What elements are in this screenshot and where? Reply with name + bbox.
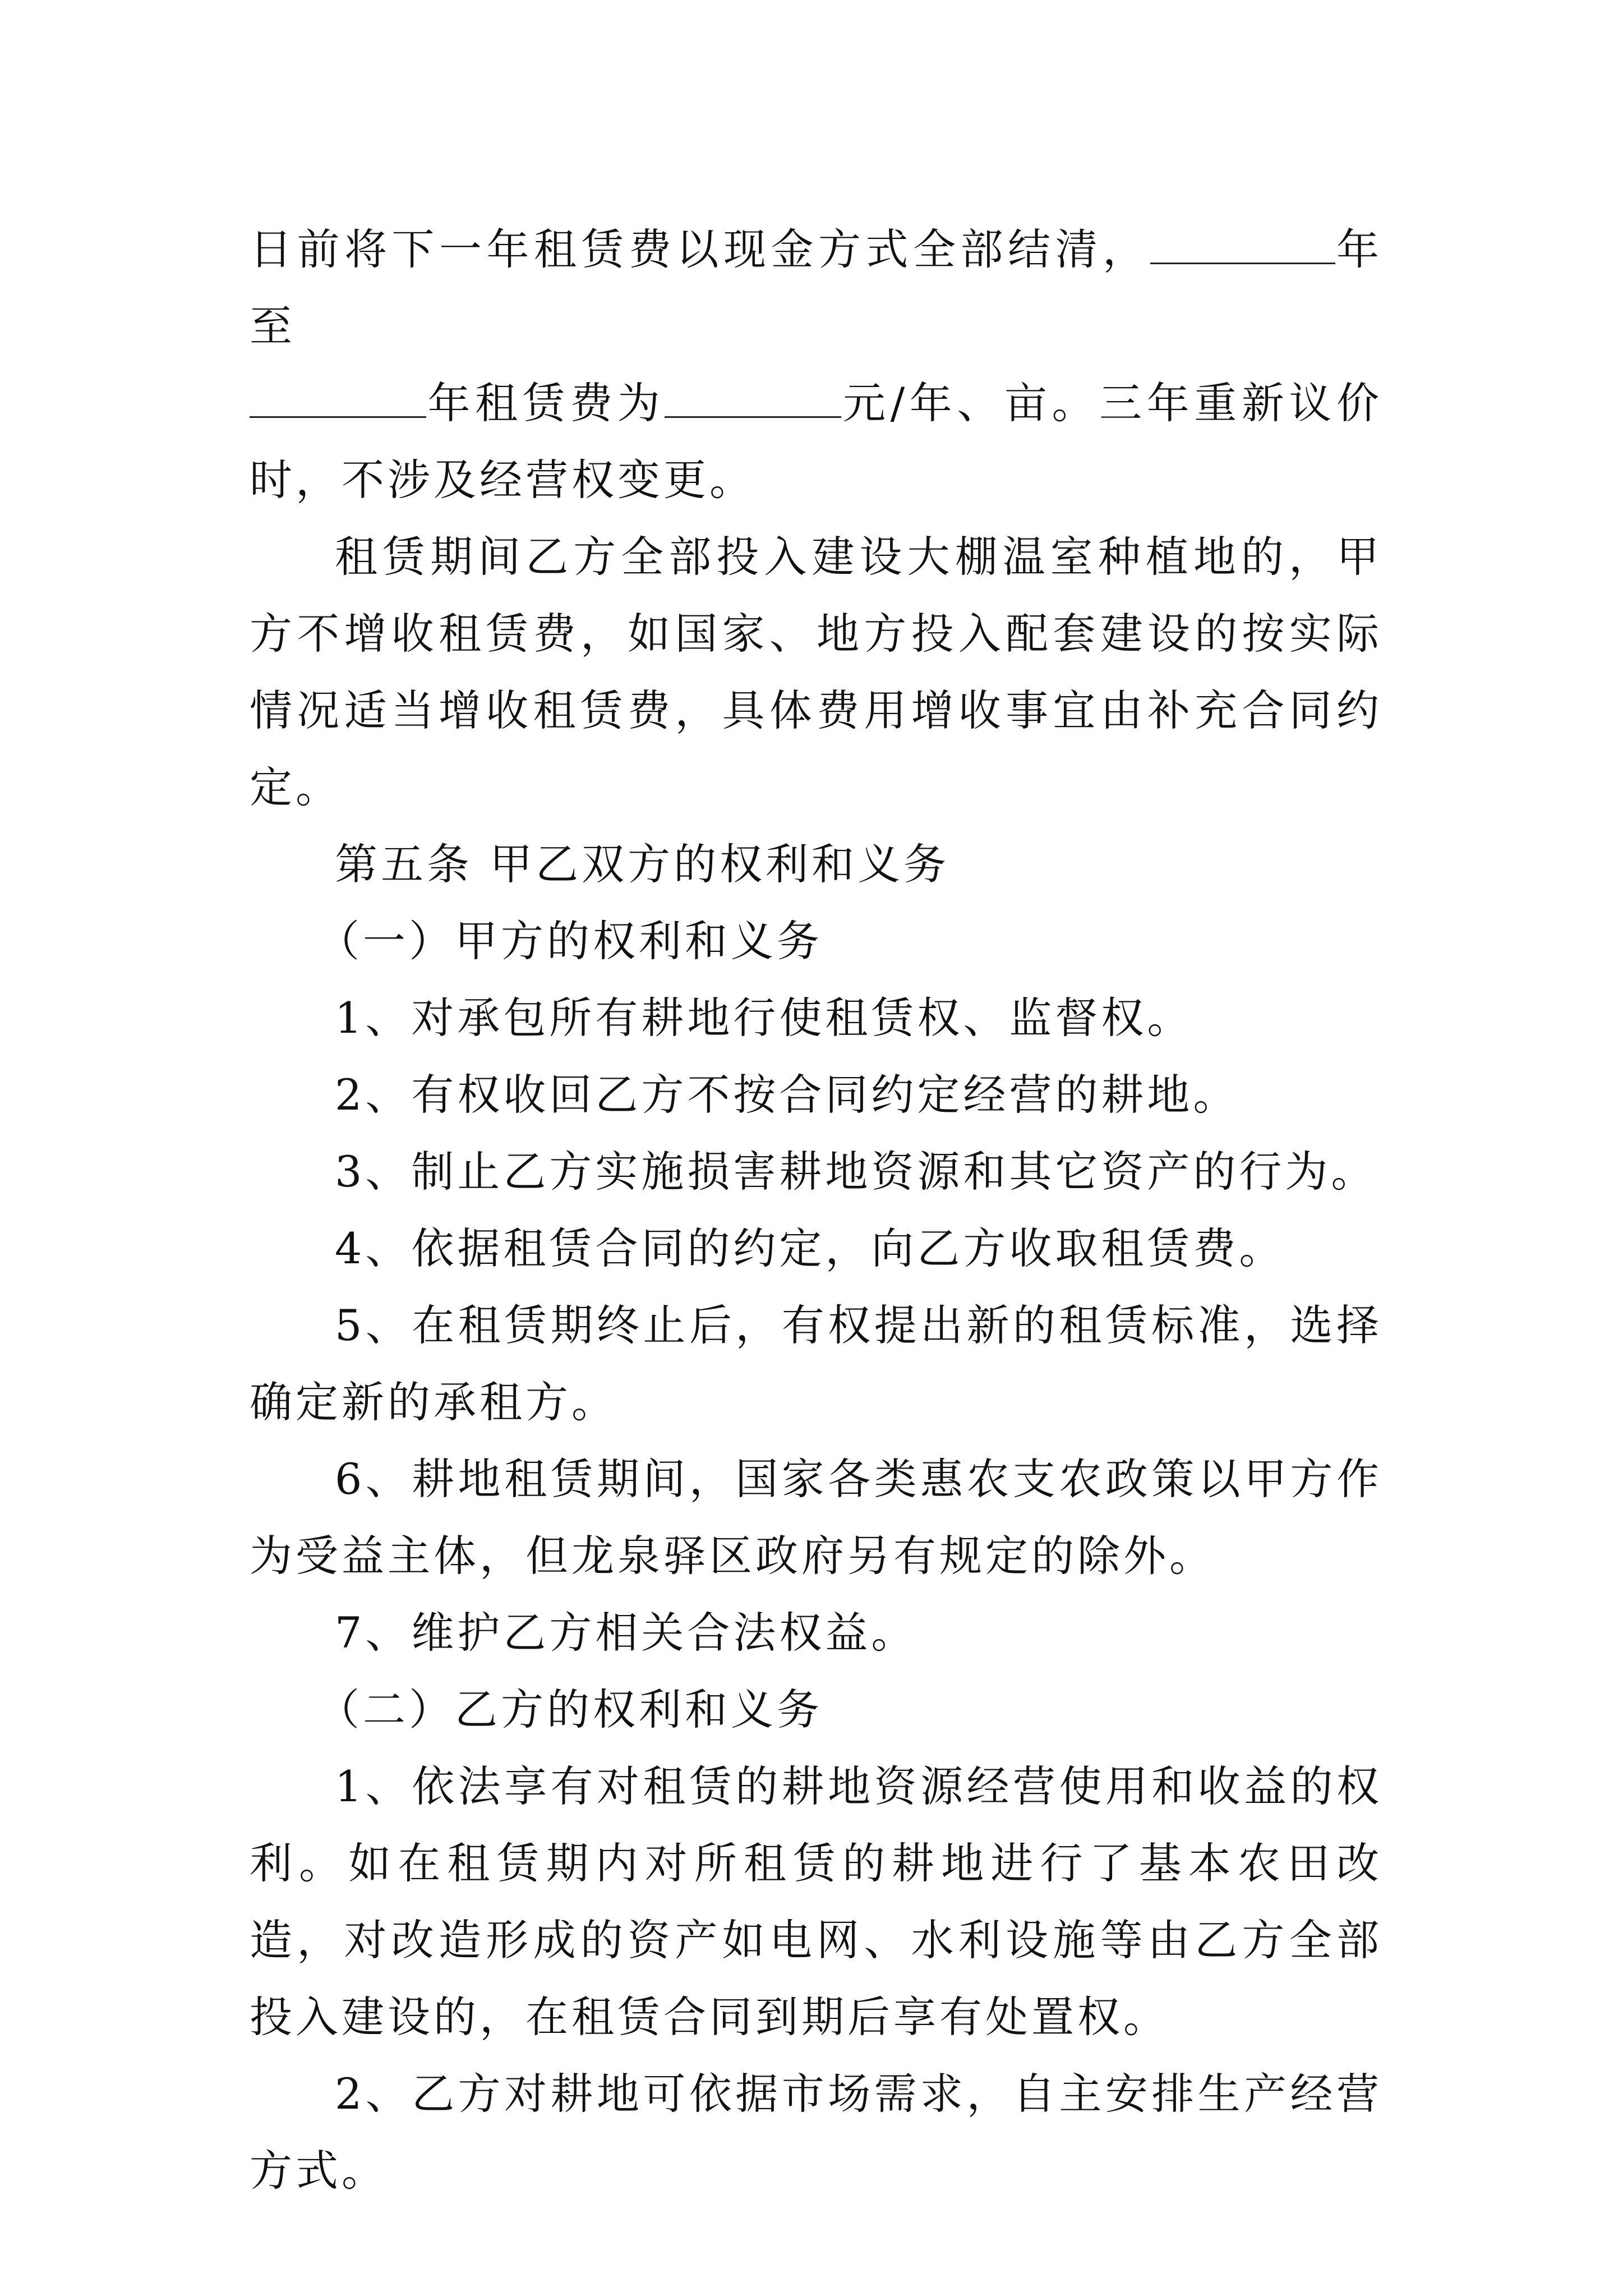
text-segment: 日前将下一年租赁费以现金方式全部结清， — [250, 224, 1150, 274]
blank-field-rent-amount — [665, 377, 841, 418]
article-five-heading: 第五条 甲乙双方的权利和义务 — [335, 839, 950, 889]
list-item: 1、依法享有对租赁的耕地资源经营使用和收益的权利。如在租赁期内对所租赁的耕地进行了基本农田改造，对改造形成的资产如电网、水利设施等由乙方全部投入建设的，在租赁合同到期后享有处置权。 — [250, 1761, 1382, 2042]
text-segment: 年租赁费为 — [426, 378, 665, 428]
list-item: 3、制止乙方实施损害耕地资源和其它资产的行为。 — [335, 1147, 1377, 1197]
section-party-a-heading: （一）甲方的权利和义务 — [317, 916, 823, 966]
list-item: 4、依据租赁合同的约定，向乙方收取租赁费。 — [335, 1223, 1285, 1273]
paragraph-rent-settlement — [250, 211, 1382, 518]
document-page — [250, 211, 1382, 2209]
text-segment: 元/年、亩。三年重新议价时，不涉及经营权变更。 — [250, 378, 1383, 505]
list-item: 6、耕地租赁期间，国家各类惠农支农政策以甲方作为受益主体，但龙泉驿区政府另有规定的除外。 — [250, 1454, 1382, 1581]
text-segment: 年至 — [250, 224, 1382, 351]
list-item: 2、有权收回乙方不按合同约定经营的耕地。 — [335, 1070, 1239, 1120]
list-item: 5、在租赁期终止后，有权提出新的租赁标准，选择确定新的承租方。 — [250, 1300, 1382, 1427]
blank-field-start-year — [1150, 223, 1335, 264]
section-party-b-heading: （二）乙方的权利和义务 — [317, 1685, 823, 1734]
list-item: 2、乙方对耕地可依据市场需求，自主安排生产经营方式。 — [250, 2069, 1382, 2196]
blank-field-end-year — [250, 377, 426, 418]
list-item: 7、维护乙方相关合法权益。 — [335, 1608, 917, 1658]
paragraph-greenhouse: 租赁期间乙方全部投入建设大棚温室种植地的，甲方不增收租赁费，如国家、地方投入配套建设的按实际情况适当增收租赁费，具体费用增收事宜由补充合同约定。 — [250, 532, 1382, 812]
list-item: 1、对承包所有耕地行使租赁权、监督权。 — [335, 993, 1193, 1043]
